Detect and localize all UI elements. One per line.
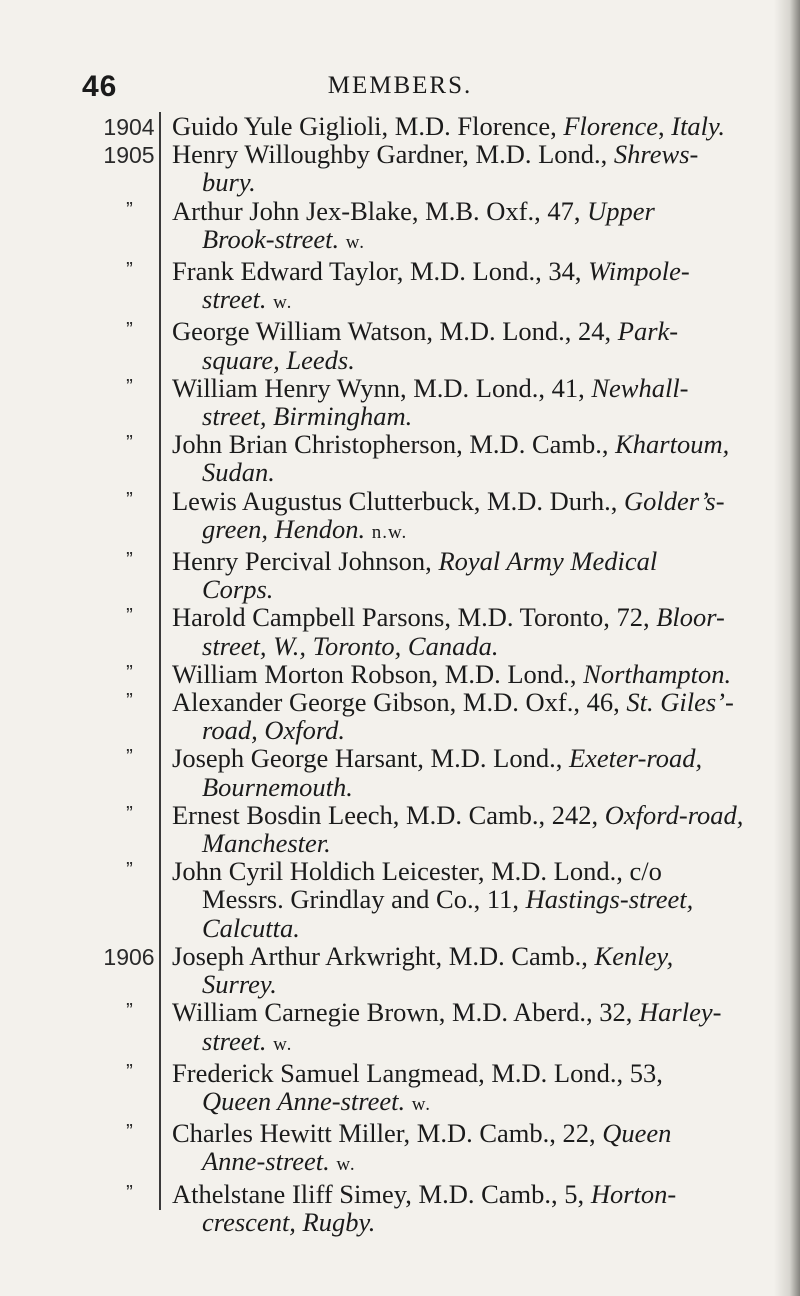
- entry-postal-district: w.: [411, 1093, 431, 1115]
- year-ditto-mark: ”: [126, 1182, 132, 1204]
- entry-line: [172, 632, 772, 660]
- member-entry: [172, 547, 772, 603]
- entry-line: [172, 688, 772, 716]
- entry-address-italic: Queen: [602, 1118, 672, 1149]
- entry-line: [172, 773, 772, 801]
- entry-line: [172, 1119, 772, 1147]
- entry-line: [172, 168, 772, 196]
- year-ditto-mark: ”: [126, 803, 132, 825]
- entry-address-italic: street.: [202, 1025, 274, 1056]
- entry-text: Ernest Bosdin Leech, M.D. Camb., 242,: [172, 799, 605, 830]
- entry-line: [172, 1027, 772, 1059]
- entry-line: [172, 1180, 772, 1208]
- page-number: 46: [82, 70, 118, 103]
- entry-text: Charles Hewitt Miller, M.D. Camb., 22,: [172, 1118, 603, 1149]
- entry-address-italic: Bloor-: [656, 602, 725, 633]
- year-label: 1904: [103, 114, 155, 140]
- entry-address-italic: Harley-: [639, 997, 722, 1028]
- member-entry: [172, 660, 772, 688]
- entry-address-italic: Exeter-road,: [568, 743, 703, 774]
- year-ditto-mark: ”: [126, 746, 132, 768]
- entry-line: [172, 140, 772, 168]
- entry-text: Frank Edward Taylor, M.D. Lond., 34,: [172, 256, 589, 287]
- entry-text: Henry Willoughby Gardner, M.D. Lond.,: [172, 139, 614, 170]
- year-ditto-mark: ”: [126, 1121, 132, 1143]
- entry-line: [172, 660, 772, 688]
- year-ditto-mark: ”: [126, 432, 132, 454]
- entry-line: [172, 998, 772, 1026]
- entry-address-italic: Kenley,: [594, 940, 674, 971]
- entry-address-italic: St. Giles’-: [626, 687, 734, 718]
- entry-address-italic: Upper: [587, 195, 655, 226]
- entry-line: [172, 225, 772, 257]
- entry-line: [172, 515, 772, 547]
- entry-line: [172, 487, 772, 515]
- entry-address-italic: Bournemouth.: [202, 771, 353, 802]
- member-entry: [172, 374, 772, 430]
- entry-address-italic: Northampton.: [583, 658, 732, 689]
- entry-line: [172, 197, 772, 225]
- member-entry: [172, 998, 772, 1058]
- entry-address-italic: Manchester.: [202, 828, 331, 859]
- entry-text: Lewis Augustus Clutterbuck, M.D. Durh.,: [172, 485, 624, 516]
- entry-address-italic: Oxford-road,: [604, 799, 744, 830]
- entry-line: [172, 942, 772, 970]
- entry-line: [172, 603, 772, 631]
- year-ditto-mark: ”: [126, 319, 132, 341]
- entry-address-italic: Hastings-street,: [525, 884, 694, 915]
- year-ditto-mark: ”: [126, 376, 132, 398]
- entry-address-italic: Surrey.: [202, 969, 277, 1000]
- entry-line: [172, 346, 772, 374]
- year-ditto-mark: ”: [126, 549, 132, 571]
- year-ditto-mark: ”: [126, 690, 132, 712]
- entry-address-italic: Newhall-: [591, 372, 689, 403]
- member-entry: [172, 1180, 772, 1236]
- entry-line: [172, 914, 772, 942]
- entry-address-italic: street.: [202, 284, 274, 315]
- entry-postal-district: n.w.: [371, 521, 408, 543]
- column-divider: [159, 112, 161, 1210]
- member-entry: [172, 603, 772, 659]
- entry-text: Alexander George Gibson, M.D. Oxf., 46,: [172, 687, 627, 718]
- entry-text: William Carnegie Brown, M.D. Aberd., 32,: [172, 997, 640, 1028]
- entry-postal-district: w.: [345, 231, 365, 253]
- year-label: 1905: [103, 142, 155, 168]
- entry-line: [172, 970, 772, 998]
- entry-line: [172, 547, 772, 575]
- entry-line: [172, 575, 772, 603]
- member-entry: [172, 430, 772, 486]
- entry-line: [172, 402, 772, 430]
- entry-address-italic: street, W., Toronto, Canada.: [202, 630, 499, 661]
- entry-text: Arthur John Jex-Blake, M.B. Oxf., 47,: [172, 195, 588, 226]
- page-edge-shadow: [774, 0, 800, 1296]
- year-ditto-mark: ”: [126, 1061, 132, 1083]
- entry-address-italic: road, Oxford.: [202, 715, 346, 746]
- entry-address-italic: Wimpole-: [588, 256, 690, 287]
- entry-line: [172, 716, 772, 744]
- member-entry: [172, 801, 772, 857]
- year-ditto-mark: ”: [126, 489, 132, 511]
- year-ditto-mark: ”: [126, 259, 132, 281]
- entry-line: [172, 458, 772, 486]
- entry-address-italic: Brook-street.: [202, 223, 346, 254]
- entry-address-italic: Shrews-: [613, 139, 699, 170]
- member-entry: [172, 942, 772, 998]
- year-ditto-mark: ”: [126, 199, 132, 221]
- entry-address-italic: Horton-: [590, 1178, 677, 1209]
- entry-text: Guido Yule Giglioli, M.D. Florence,: [172, 111, 564, 141]
- entry-address-italic: Florence: [563, 111, 658, 141]
- entry-address-italic: Calcutta.: [202, 912, 300, 943]
- entry-line: [172, 744, 772, 772]
- year-label: 1906: [103, 944, 155, 970]
- entry-text: Frederick Samuel Langmead, M.D. Lond., 53,: [172, 1057, 663, 1088]
- entry-line: [172, 430, 772, 458]
- entry-line: [172, 857, 772, 885]
- entry-line: [172, 1147, 772, 1179]
- entry-line: [172, 1087, 772, 1119]
- entry-address-italic: square, Leeds.: [202, 344, 355, 375]
- entry-line: [172, 374, 772, 402]
- entry-address-italic: Italy.: [671, 111, 725, 141]
- entry-address-italic: Royal Army Medical: [438, 546, 658, 577]
- entry-line: [172, 829, 772, 857]
- entry-text: George William Watson, M.D. Lond., 24,: [172, 316, 618, 347]
- entry-line: [172, 112, 772, 140]
- entry-address-italic: bury.: [202, 167, 256, 198]
- entry-text: Joseph Arthur Arkwright, M.D. Camb.,: [172, 940, 595, 971]
- member-entry: [172, 317, 772, 373]
- year-ditto-mark: ”: [126, 859, 132, 881]
- member-entry: [172, 487, 772, 547]
- entry-line: [172, 1059, 772, 1087]
- member-entry: [172, 1059, 772, 1119]
- entry-text: Henry Percival Johnson,: [172, 546, 439, 577]
- entry-text: ,: [658, 111, 672, 141]
- member-entry: [172, 112, 772, 140]
- entry-text: Joseph George Harsant, M.D. Lond.,: [172, 743, 569, 774]
- entry-text: Harold Campbell Parsons, M.D. Toronto, 72,: [172, 602, 657, 633]
- entry-line: [172, 285, 772, 317]
- entry-address-italic: Khartoum,: [615, 429, 730, 460]
- year-column: [100, 112, 158, 1210]
- entry-postal-district: w.: [336, 1154, 356, 1176]
- entry-text: John Cyril Holdich Leicester, M.D. Lond., c/o: [172, 856, 662, 887]
- entry-text: John Brian Christopherson, M.D. Camb.,: [172, 429, 616, 460]
- member-entry: [172, 688, 772, 744]
- entry-postal-district: w.: [273, 1033, 293, 1055]
- entry-address-italic: Sudan.: [202, 457, 275, 488]
- entry-address-italic: Anne-street.: [202, 1146, 337, 1177]
- entry-text: William Morton Robson, M.D. Lond.,: [172, 658, 584, 689]
- entry-line: [172, 885, 772, 913]
- entry-text: Messrs. Grindlay and Co., 11,: [202, 884, 526, 915]
- entry-address-italic: crescent, Rugby.: [202, 1206, 376, 1237]
- year-ditto-mark: ”: [126, 605, 132, 627]
- entry-line: [172, 1208, 772, 1236]
- member-entry: [172, 140, 772, 196]
- entry-postal-district: w.: [273, 292, 293, 314]
- year-ditto-mark: ”: [126, 662, 132, 684]
- member-list: [172, 112, 772, 1236]
- entry-text: William Henry Wynn, M.D. Lond., 41,: [172, 372, 592, 403]
- member-entry: [172, 857, 772, 942]
- page-header: [0, 70, 800, 110]
- member-entry: [172, 744, 772, 800]
- running-head: MEMBERS.: [327, 72, 473, 99]
- member-entry: [172, 197, 772, 257]
- entry-address-italic: Queen Anne-street.: [202, 1085, 412, 1116]
- entry-address-italic: Corps.: [202, 574, 274, 605]
- entry-address-italic: street, Birmingham.: [202, 401, 413, 432]
- entry-address-italic: green, Hendon.: [202, 513, 372, 544]
- year-ditto-mark: ”: [126, 1000, 132, 1022]
- entry-line: [172, 317, 772, 345]
- member-entry: [172, 257, 772, 317]
- entry-address-italic: Golder’s-: [623, 485, 725, 516]
- entry-address-italic: Park-: [617, 316, 679, 347]
- entry-line: [172, 257, 772, 285]
- entry-text: Athelstane Iliff Simey, M.D. Camb., 5,: [172, 1178, 591, 1209]
- entry-line: [172, 801, 772, 829]
- member-entry: [172, 1119, 772, 1179]
